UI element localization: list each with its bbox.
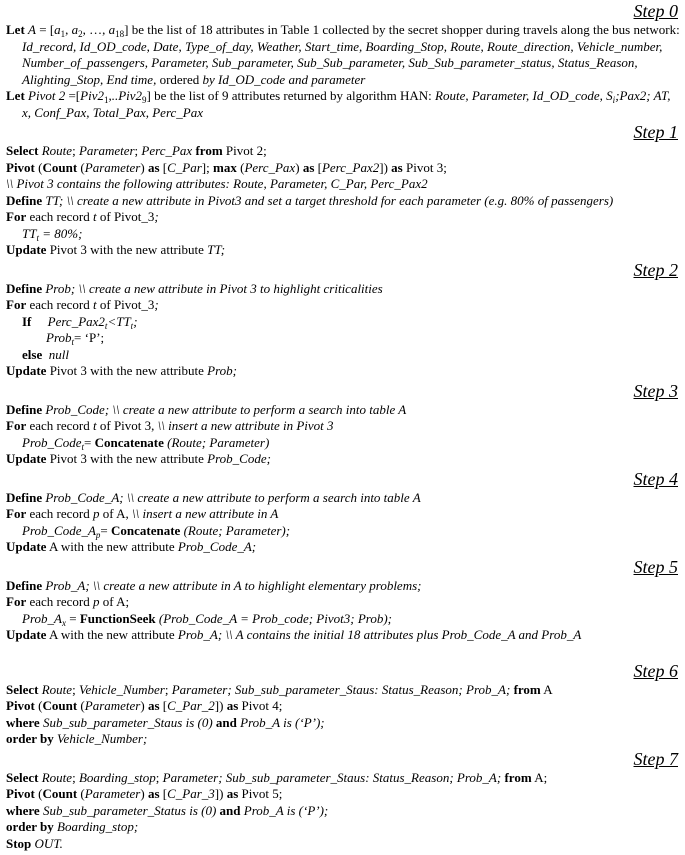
- s3-for: For each record t of Pivot 3, \\ insert a new attribute in Pivot 3: [6, 418, 334, 433]
- s5-assign: $Prob\_A_x$ = FunctionSeek (Prob_Code_A = Prob_code; Pivot3; Prob);: [22, 610, 392, 628]
- s2-for: For each record t of Pivot_3;: [6, 297, 159, 312]
- s5-update: Update A with the new attribute Prob_A; \\ A contains the initial 18 attributes plus Prob_Code_A and Prob_A: [6, 627, 582, 642]
- s4-for: For each record p of A, \\ insert a new attribute in A: [6, 506, 279, 521]
- s7-order: order by Boarding_stop;: [6, 819, 139, 834]
- algorithm-listing: [6, 0, 680, 852]
- s1-assign: $TT_t = 80\%$;: [22, 225, 83, 243]
- s7-select: Select Route; Boarding_stop; Parameter; Sub_sub_parameter_Staus: Status_Reason; Prob_A; from A;: [6, 769, 548, 785]
- s3-update: Update Pivot 3 with the new attribute Prob_Code;: [6, 451, 271, 466]
- s1-define: Define TT; \\ create a new attribute in Pivot3 and set a target threshold for each parameter (e.g. 80% of passengers): [6, 192, 614, 208]
- step-3-heading: Step 3: [633, 380, 678, 401]
- step-4-heading: Step 4: [633, 468, 678, 489]
- s4-define: Define Prob_Code_A; \\ create a new attribute to perform a search into table A: [6, 489, 421, 505]
- s2-define: Define Prob; \\ create a new attribute in Pivot 3 to highlight criticalities: [6, 280, 383, 296]
- s6-where: where Sub_sub_parameter_Staus is (0) and Prob_A is (‘P’);: [6, 714, 325, 730]
- let-a-statement: Let $A = [a_1$, $a_2$, …, $a_{18}$] be the list of 18 attributes in Table 1 collected by the secret shopper during travels along the bus network: Id_record, Id_OD_code, Date, Type_of_day, Weather, Start_time, Boarding_Stop, Route, Route_direction, Vehicle_number, Number_of_passengers, Parameter, Sub_parameter, Sub_Sub_parameter, Sub_Sub_parameter_status, Status_Reason, Alighting_Stop, End time, ordered by Id_OD_code and parameter: [6, 22, 680, 87]
- s5-for: For each record p of A;: [6, 594, 130, 609]
- s6-select: Select Route; Vehicle_Number; Parameter; Sub_sub_parameter_Staus: Status_Reason; Prob_A; from A: [6, 681, 553, 697]
- s2-else: else null: [22, 346, 69, 362]
- s4-update: Update A with the new attribute Prob_Code_A;: [6, 539, 257, 554]
- s6-pivot: Pivot (Count (Parameter) as [C_Par_2]) as Pivot 4;: [6, 698, 283, 713]
- step-6-heading: Step 6: [633, 660, 678, 681]
- step-5-heading: Step 5: [633, 556, 678, 577]
- s1-update: Update Pivot 3 with the new attribute TT;: [6, 242, 226, 257]
- step-2-heading: Step 2: [633, 259, 678, 280]
- s7-stop: Stop OUT.: [6, 835, 63, 851]
- s7-pivot: Pivot (Count (Parameter) as [C_Par_3]) as Pivot 5;: [6, 786, 283, 801]
- step-7-heading: Step 7: [633, 748, 678, 769]
- s4-assign: $Prob\_Code\_A_p=$ Concatenate (Route; Parameter);: [22, 522, 291, 540]
- s5-define: Define Prob_A; \\ create a new attribute in A to highlight elementary problems;: [6, 577, 422, 593]
- s2-assign: Prob$_t$= ‘P’;: [46, 330, 105, 347]
- s2-if: If $Perc\_Pax2_t<TT_t$;: [22, 313, 138, 331]
- s7-where: where Sub_sub_parameter_Status is (0) and Prob_A is (‘P’);: [6, 802, 329, 818]
- s3-define: Define Prob_Code; \\ create a new attribute to perform a search into table A: [6, 401, 407, 417]
- s1-select: Select Route; Parameter; Perc_Pax from Pivot 2;: [6, 143, 267, 158]
- let-pivot2-statement: Let Pivot $2 =[Piv2_1,..Piv2_9]$ be the list of 9 attributes returned by algorithm HAN: Route, Parameter, Id_OD_code, $S_i;Pax2$; AT, x, Conf_Pax, Total_Pax, Perc_Pax: [6, 88, 671, 120]
- s1-for: For each record t of Pivot_3;: [6, 209, 159, 224]
- s3-assign: Prob_Code$_t$= Concatenate (Route; Parameter): [22, 434, 270, 452]
- step-0-heading: Step 0: [633, 1, 678, 21]
- s1-comment: \\ Pivot 3 contains the following attributes: Route, Parameter, C_Par, Perc_Pax2: [6, 176, 428, 191]
- s2-update: Update Pivot 3 with the new attribute Prob;: [6, 363, 237, 378]
- step-1-heading: Step 1: [633, 122, 678, 142]
- s6-order: order by Vehicle_Number;: [6, 731, 148, 746]
- s1-pivot: Pivot (Count (Parameter) as [C_Par]; max (Perc_Pax) as [Perc_Pax2]) as Pivot 3;: [6, 159, 447, 175]
